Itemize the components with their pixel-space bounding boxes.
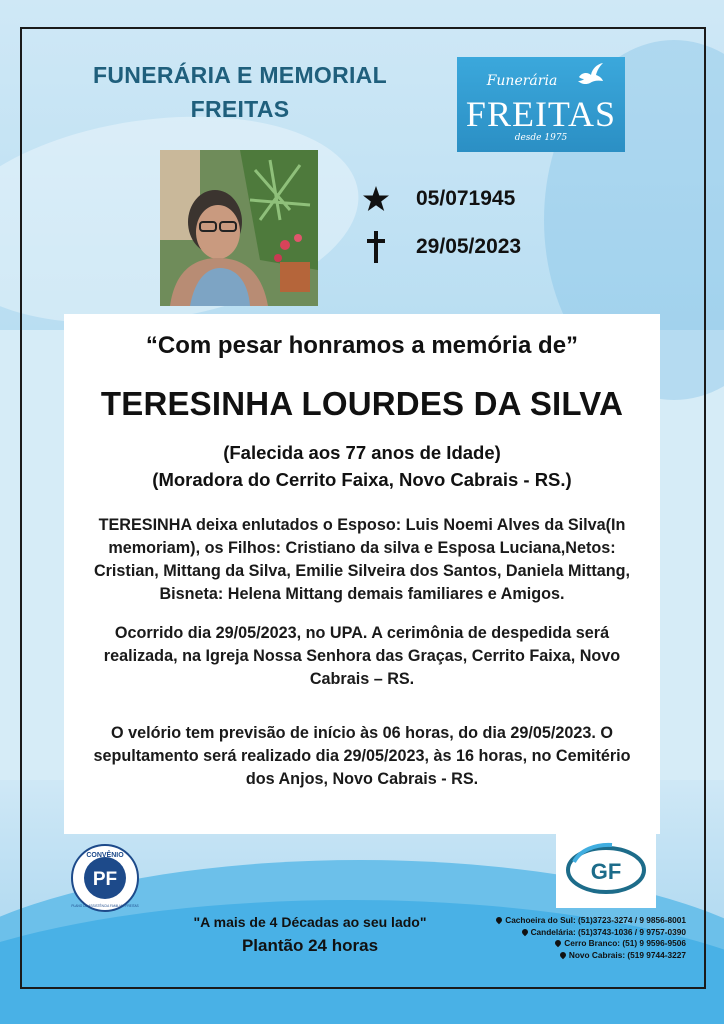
family-paragraph [72, 514, 652, 606]
family-line: TERESINHA deixa enlutados o Esposo: Luis Noemi Alves da Silva(In [98, 516, 626, 534]
location-pin-icon [520, 927, 528, 935]
ceremony-line: realizada, na Igreja Nossa Senhora das Graças, Cerrito Faixa, Novo [103, 647, 621, 665]
deceased-photo [160, 150, 318, 306]
death-date-row [362, 229, 521, 265]
on-call-label: Plantão 24 horas [241, 936, 379, 955]
org-title-line1: FUNERÁRIA E MEMORIAL [93, 62, 387, 88]
cross-icon [362, 229, 390, 265]
portrait-image [160, 150, 318, 306]
wake-paragraph [72, 722, 652, 791]
dove-icon [575, 61, 605, 89]
contact-text: Cachoeira do Sul: (51)3723-3274 / 9 9856-8001 [505, 915, 686, 925]
org-title-line2: FREITAS [190, 96, 290, 122]
contact-text: Candelária: (51)3743-1036 / 9 9757-0390 [530, 926, 686, 937]
logo-main-text: FREITAS [465, 94, 617, 134]
pf-ring-text: CONVÊNIO [86, 852, 124, 859]
wake-line: sepultamento será realizado dia 29/05/2023, às 16 horas, no Cemitério [93, 747, 631, 765]
org-title [62, 58, 418, 126]
pf-center-text: PF [92, 869, 118, 890]
pf-bottom-ring-text: PLANO DE ASSISTÊNCIA FAMILIAR FREITAS [71, 904, 139, 908]
location-pin-icon [495, 916, 503, 924]
ceremony-paragraph [72, 622, 652, 691]
memorial-quote: “Com pesar honramos a memória de” [145, 332, 579, 359]
ceremony-line: Ocorrido dia 29/05/2023, no UPA. A cerimônia de despedida será [114, 624, 610, 642]
gf-logo-icon [556, 818, 656, 908]
birth-date: 05/071945 [416, 187, 516, 210]
death-date: 29/05/2023 [416, 235, 522, 258]
contact-text: Novo Cabrais: (519 9744-3227 [568, 949, 686, 960]
contact-item [446, 915, 686, 927]
slogan: "A mais de 4 Décadas ao seu lado" [193, 914, 427, 930]
family-line: Cristian, Mittang da Silva, Emilie Silveira dos Santos, Daniela Mittang, [93, 562, 631, 580]
ceremony-line: Cabrais – RS. [309, 670, 415, 688]
contact-item [446, 950, 686, 962]
birth-date-row [362, 181, 515, 217]
family-line: Bisneta: Helena Mittang demais familiares e Amigos. [159, 585, 565, 603]
contact-text: Cerro Branco: (51) 9 9596-9506 [564, 938, 686, 948]
residence-line: (Moradora do Cerrito Faixa, Novo Cabrais - RS.) [152, 469, 572, 490]
contact-item [446, 938, 686, 950]
location-pin-icon [554, 939, 562, 947]
logo-since-text: desde 1975 [514, 133, 568, 143]
funeral-home-logo [457, 57, 625, 152]
wake-line: dos Anjos, Novo Cabrais - RS. [245, 770, 479, 788]
contacts-list [446, 915, 686, 961]
location-pin-icon [559, 950, 567, 958]
pf-plan-badge [70, 843, 140, 913]
logo-script-text: Funerária [486, 73, 558, 89]
gf-logo-text: GF [590, 859, 622, 884]
star-icon [362, 181, 390, 217]
deceased-name: TERESINHA LOURDES DA SILVA [100, 385, 624, 422]
wake-line: O velório tem previsão de início às 06 horas, do dia 29/05/2023. O [110, 724, 614, 742]
family-line: memoriam), os Filhos: Cristiano da silva e Esposa Luciana,Netos: [108, 539, 616, 557]
gf-partner-badge [556, 818, 656, 908]
age-line: (Falecida aos 77 anos de Idade) [223, 442, 501, 463]
contact-item [446, 927, 686, 939]
